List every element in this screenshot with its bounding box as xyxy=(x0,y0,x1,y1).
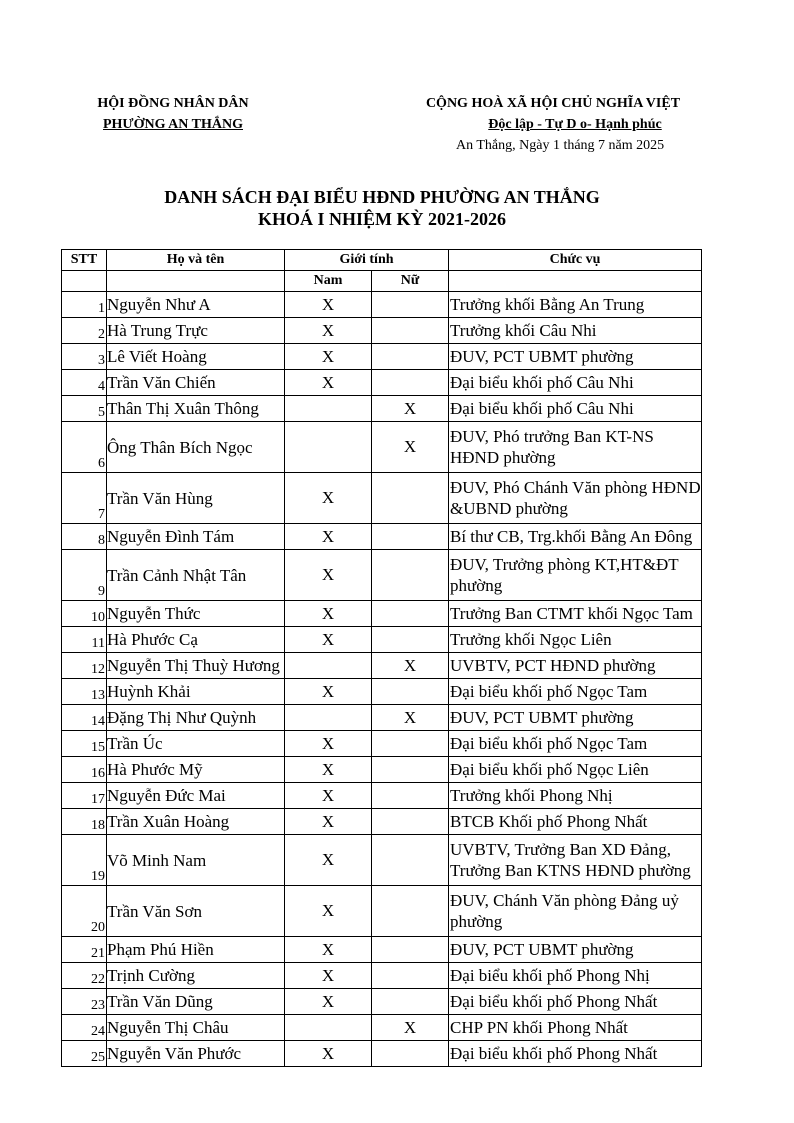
row-position xyxy=(449,627,702,653)
row-female-mark xyxy=(372,757,449,783)
row-position-text: Đại biểu khối phố Ngọc Liên xyxy=(450,760,649,779)
row-male-mark xyxy=(285,809,372,835)
row-stt xyxy=(62,344,107,370)
row-position xyxy=(449,679,702,705)
row-stt xyxy=(62,835,107,886)
row-male-mark xyxy=(285,937,372,963)
row-male-mark xyxy=(285,627,372,653)
row-position-text: ĐUV, Phó trưởng Ban KT-NS HĐND phường xyxy=(450,427,654,467)
row-name xyxy=(107,809,285,835)
row-stt xyxy=(62,653,107,679)
header-name: Họ và tên xyxy=(107,250,285,271)
row-male-mark xyxy=(285,550,372,601)
row-male-mark-text: X xyxy=(321,901,335,920)
row-position xyxy=(449,653,702,679)
row-position-text: Đại biểu khối phố Câu Nhi xyxy=(450,399,634,418)
row-position-text: ĐUV, PCT UBMT phường xyxy=(450,347,634,366)
table-row xyxy=(62,627,702,653)
row-male-mark xyxy=(285,783,372,809)
row-name-text: Nguyễn Đình Tám xyxy=(107,527,235,546)
document-title: DANH SÁCH ĐẠI BIỂU HĐND PHƯỜNG AN THẮNG xyxy=(164,187,600,207)
row-position xyxy=(449,989,702,1015)
table-row xyxy=(62,292,702,318)
row-position-text: UVBTV, Trưởng Ban XD Đảng, Trưởng Ban KTNS HĐND phường xyxy=(450,840,691,880)
row-stt xyxy=(62,783,107,809)
row-male-mark xyxy=(285,1015,372,1041)
row-stt-text: 25 xyxy=(91,1050,105,1065)
row-name-text: Lê Viết Hoàng xyxy=(107,347,207,366)
row-name xyxy=(107,473,285,524)
row-name-text: Trần Cảnh Nhật Tân xyxy=(107,565,247,585)
row-stt xyxy=(62,422,107,473)
row-name xyxy=(107,627,285,653)
row-male-mark-text: X xyxy=(321,629,335,649)
row-position-text: Trưởng khối Bằng An Trung xyxy=(450,295,645,314)
row-name xyxy=(107,318,285,344)
table-subheader-row xyxy=(62,271,702,292)
row-position-text: ĐUV, Trưởng phòng KT,HT&ĐT phường xyxy=(450,555,679,595)
row-name xyxy=(107,653,285,679)
nation-name: CỘNG HOÀ XÃ HỘI CHỦ NGHĨA VIỆT xyxy=(425,96,681,111)
row-position-text: Trưởng Ban CTMT khối Ngọc Tam xyxy=(450,604,693,623)
org-ward: PHƯỜNG AN THẮNG xyxy=(102,117,243,132)
row-stt xyxy=(62,1041,107,1067)
row-male-mark-text: X xyxy=(321,488,335,507)
row-female-mark xyxy=(372,524,449,550)
row-position xyxy=(449,370,702,396)
nation-motto: Độc lập - Tự D o- Hạnh phúc xyxy=(488,117,662,132)
row-position-text: Trưởng khối Ngọc Liên xyxy=(450,630,612,649)
row-position-text: Đại biểu khối phố Phong Nhất xyxy=(450,992,658,1011)
row-name-text: Trần Úc xyxy=(107,734,163,753)
table-row xyxy=(62,370,702,396)
row-name-text: Nguyễn Như A xyxy=(107,295,211,314)
document-subtitle: KHOÁ I NHIỆM KỲ 2021-2026 xyxy=(257,209,506,229)
row-position xyxy=(449,783,702,809)
row-name xyxy=(107,679,285,705)
row-position-text: Trưởng khối Phong Nhị xyxy=(450,786,613,805)
row-male-mark-text: X xyxy=(321,294,335,314)
row-male-mark xyxy=(285,524,372,550)
row-position-text: ĐUV, PCT UBMT phường xyxy=(450,940,634,959)
row-position-text: Đại biểu khối phố Phong Nhị xyxy=(450,966,650,985)
row-male-mark xyxy=(285,292,372,318)
row-stt xyxy=(62,886,107,937)
row-male-mark-text: X xyxy=(321,681,335,701)
row-position-text: Đại biểu khối phố Ngọc Tam xyxy=(450,682,648,701)
table-row xyxy=(62,679,702,705)
row-name-text: Ông Thân Bích Ngọc xyxy=(107,437,253,457)
row-position xyxy=(449,318,702,344)
header-blank xyxy=(62,271,107,292)
row-male-mark-text: X xyxy=(321,526,335,546)
row-name xyxy=(107,1015,285,1041)
row-female-mark xyxy=(372,705,449,731)
row-female-mark xyxy=(372,473,449,524)
row-stt xyxy=(62,989,107,1015)
row-name-text: Đặng Thị Như Quỳnh xyxy=(107,708,257,727)
table-row xyxy=(62,344,702,370)
row-female-mark-text: X xyxy=(403,398,417,418)
delegate-table xyxy=(61,249,702,1067)
row-male-mark xyxy=(285,679,372,705)
row-male-mark xyxy=(285,705,372,731)
row-male-mark xyxy=(285,653,372,679)
row-position xyxy=(449,473,702,524)
row-stt-text: 23 xyxy=(91,998,105,1013)
row-name-text: Hà Phước Mỹ xyxy=(107,760,203,779)
row-stt xyxy=(62,679,107,705)
row-name xyxy=(107,422,285,473)
row-female-mark xyxy=(372,783,449,809)
row-name xyxy=(107,1041,285,1067)
row-male-mark xyxy=(285,422,372,473)
row-male-mark xyxy=(285,318,372,344)
row-position xyxy=(449,292,702,318)
table-row xyxy=(62,963,702,989)
row-female-mark-text: X xyxy=(403,1017,417,1037)
row-female-mark-text: X xyxy=(403,437,417,456)
row-name xyxy=(107,370,285,396)
row-female-mark xyxy=(372,550,449,601)
row-name xyxy=(107,989,285,1015)
row-male-mark xyxy=(285,396,372,422)
row-stt xyxy=(62,731,107,757)
row-male-mark-text: X xyxy=(321,759,335,779)
row-male-mark-text: X xyxy=(321,372,335,392)
row-stt-text: 4 xyxy=(98,379,105,394)
row-stt-text: 17 xyxy=(91,792,105,807)
row-female-mark xyxy=(372,937,449,963)
table-row xyxy=(62,783,702,809)
row-position xyxy=(449,396,702,422)
header-blank xyxy=(107,271,285,292)
row-stt xyxy=(62,550,107,601)
table-row xyxy=(62,550,702,601)
row-name xyxy=(107,783,285,809)
row-name-text: Võ Minh Nam xyxy=(107,850,207,870)
row-female-mark xyxy=(372,653,449,679)
row-male-mark-text: X xyxy=(321,1043,335,1063)
row-name-text: Huỳnh Khải xyxy=(107,682,191,701)
table-row xyxy=(62,886,702,937)
row-male-mark-text: X xyxy=(321,991,335,1011)
row-stt-text: 22 xyxy=(91,972,105,987)
table-row xyxy=(62,318,702,344)
row-name xyxy=(107,705,285,731)
table-row xyxy=(62,705,702,731)
row-male-mark xyxy=(285,473,372,524)
header-male: Nam xyxy=(285,271,372,292)
row-position xyxy=(449,524,702,550)
row-position xyxy=(449,1015,702,1041)
row-name xyxy=(107,757,285,783)
row-name-text: Nguyễn Văn Phước xyxy=(107,1044,242,1063)
table-row xyxy=(62,989,702,1015)
row-stt xyxy=(62,473,107,524)
row-name-text: Hà Trung Trực xyxy=(107,321,208,340)
row-name-text: Trần Văn Chiến xyxy=(107,373,216,392)
row-stt xyxy=(62,937,107,963)
header-female: Nữ xyxy=(372,271,449,292)
row-name xyxy=(107,835,285,886)
table-row xyxy=(62,937,702,963)
row-name-text: Trần Văn Dũng xyxy=(107,992,213,1011)
row-male-mark xyxy=(285,1041,372,1067)
row-position xyxy=(449,963,702,989)
row-male-mark-text: X xyxy=(321,939,335,959)
row-stt xyxy=(62,963,107,989)
row-female-mark xyxy=(372,989,449,1015)
row-male-mark-text: X xyxy=(321,811,335,831)
row-stt-text: 14 xyxy=(91,714,105,729)
row-female-mark-text: X xyxy=(403,655,417,675)
row-stt-text: 15 xyxy=(91,740,105,755)
row-female-mark xyxy=(372,1015,449,1041)
row-female-mark xyxy=(372,963,449,989)
row-name xyxy=(107,963,285,989)
table-row xyxy=(62,1015,702,1041)
row-name-text: Nguyễn Thức xyxy=(107,604,201,623)
row-male-mark-text: X xyxy=(321,320,335,340)
row-position-text: CHP PN khối Phong Nhất xyxy=(450,1018,628,1037)
row-male-mark-text: X xyxy=(321,346,335,366)
row-position xyxy=(449,422,702,473)
row-female-mark xyxy=(372,344,449,370)
row-female-mark xyxy=(372,601,449,627)
row-female-mark xyxy=(372,370,449,396)
row-stt-text: 18 xyxy=(91,818,105,833)
table-row xyxy=(62,1041,702,1067)
row-female-mark xyxy=(372,886,449,937)
row-stt-text: 5 xyxy=(98,405,105,420)
row-male-mark xyxy=(285,989,372,1015)
row-position-text: Đại biểu khối phố Ngọc Tam xyxy=(450,734,648,753)
row-position-text: Đại biểu khối phố Phong Nhất xyxy=(450,1044,658,1063)
row-male-mark xyxy=(285,963,372,989)
row-name-text: Trần Xuân Hoàng xyxy=(107,812,230,831)
row-stt-text: 16 xyxy=(91,766,105,781)
row-name-text: Nguyễn Đức Mai xyxy=(107,786,226,805)
row-male-mark-text: X xyxy=(321,965,335,985)
row-male-mark xyxy=(285,601,372,627)
row-male-mark-text: X xyxy=(321,733,335,753)
row-male-mark xyxy=(285,886,372,937)
row-stt-text: 20 xyxy=(91,920,105,935)
row-position-text: Đại biểu khối phố Câu Nhi xyxy=(450,373,634,392)
row-stt-text: 10 xyxy=(91,610,105,625)
row-position xyxy=(449,886,702,937)
table-row xyxy=(62,809,702,835)
row-name xyxy=(107,731,285,757)
row-stt-text: 12 xyxy=(91,662,105,677)
row-stt-text: 9 xyxy=(98,584,105,599)
row-stt xyxy=(62,809,107,835)
row-name-text: Phạm Phú Hiền xyxy=(107,940,214,959)
row-name xyxy=(107,292,285,318)
row-name xyxy=(107,344,285,370)
row-name-text: Nguyễn Thị Châu xyxy=(107,1018,229,1037)
row-stt-text: 7 xyxy=(98,507,105,522)
row-name-text: Trịnh Cường xyxy=(107,966,195,985)
row-stt-text: 24 xyxy=(91,1024,105,1039)
row-stt xyxy=(62,370,107,396)
table-row xyxy=(62,601,702,627)
row-female-mark-text: X xyxy=(403,707,417,727)
table-row xyxy=(62,757,702,783)
table-row xyxy=(62,396,702,422)
row-position-text: UVBTV, PCT HĐND phường xyxy=(450,656,656,675)
row-male-mark xyxy=(285,731,372,757)
row-name-text: Trần Văn Hùng xyxy=(107,488,213,508)
table-row xyxy=(62,473,702,524)
row-name-text: Hà Phước Cạ xyxy=(107,630,198,649)
row-name xyxy=(107,550,285,601)
row-stt xyxy=(62,705,107,731)
row-position-text: ĐUV, PCT UBMT phường xyxy=(450,708,634,727)
row-name-text: Nguyễn Thị Thuỳ Hương xyxy=(107,656,280,675)
row-stt-text: 3 xyxy=(98,353,105,368)
row-female-mark xyxy=(372,396,449,422)
row-stt xyxy=(62,627,107,653)
row-name xyxy=(107,937,285,963)
row-stt xyxy=(62,292,107,318)
row-stt xyxy=(62,524,107,550)
row-female-mark xyxy=(372,292,449,318)
row-female-mark xyxy=(372,835,449,886)
row-position xyxy=(449,937,702,963)
row-stt-text: 2 xyxy=(98,327,105,342)
row-male-mark xyxy=(285,757,372,783)
table-row xyxy=(62,653,702,679)
document-date: An Thắng, Ngày 1 tháng 7 năm 2025 xyxy=(456,138,665,153)
table-header-row xyxy=(62,250,702,271)
header-position: Chức vụ xyxy=(449,250,702,271)
row-stt xyxy=(62,1015,107,1041)
row-male-mark-text: X xyxy=(321,850,335,869)
row-male-mark xyxy=(285,370,372,396)
row-male-mark-text: X xyxy=(321,565,335,584)
row-position-text: Bí thư CB, Trg.khối Bằng An Đông xyxy=(450,527,693,546)
row-position-text: BTCB Khối phố Phong Nhất xyxy=(450,812,648,831)
row-male-mark xyxy=(285,344,372,370)
row-position xyxy=(449,731,702,757)
row-stt xyxy=(62,396,107,422)
row-name-text: Thân Thị Xuân Thông xyxy=(107,399,259,418)
row-position-text: ĐUV, Chánh Văn phòng Đảng uỷ phường xyxy=(450,891,679,931)
row-position xyxy=(449,809,702,835)
row-name xyxy=(107,524,285,550)
row-position xyxy=(449,757,702,783)
row-name xyxy=(107,886,285,937)
row-position xyxy=(449,601,702,627)
table-row xyxy=(62,524,702,550)
row-position-text: ĐUV, Phó Chánh Văn phòng HĐND &UBND phường xyxy=(450,478,701,518)
table-row xyxy=(62,835,702,886)
row-name xyxy=(107,601,285,627)
row-stt-text: 11 xyxy=(91,636,105,651)
table-row xyxy=(62,731,702,757)
row-position xyxy=(449,1041,702,1067)
row-stt-text: 19 xyxy=(91,869,105,884)
org-name: HỘI ĐỒNG NHÂN DÂN xyxy=(97,96,249,111)
row-male-mark-text: X xyxy=(321,603,335,623)
row-female-mark xyxy=(372,422,449,473)
row-stt xyxy=(62,757,107,783)
row-position-text: Trưởng khối Câu Nhi xyxy=(450,321,597,340)
row-stt-text: 13 xyxy=(91,688,105,703)
row-female-mark xyxy=(372,627,449,653)
table-row xyxy=(62,422,702,473)
row-position xyxy=(449,705,702,731)
header-gender: Giới tính xyxy=(285,250,449,271)
row-male-mark xyxy=(285,835,372,886)
row-female-mark xyxy=(372,1041,449,1067)
row-female-mark xyxy=(372,731,449,757)
row-position xyxy=(449,344,702,370)
row-stt-text: 21 xyxy=(91,946,105,961)
row-name xyxy=(107,396,285,422)
row-female-mark xyxy=(372,679,449,705)
row-stt xyxy=(62,318,107,344)
row-stt-text: 6 xyxy=(98,456,105,471)
header-blank xyxy=(449,271,702,292)
row-female-mark xyxy=(372,809,449,835)
row-name-text: Trần Văn Sơn xyxy=(107,901,202,921)
header-stt: STT xyxy=(62,250,107,271)
row-stt xyxy=(62,601,107,627)
row-male-mark-text: X xyxy=(321,785,335,805)
row-female-mark xyxy=(372,318,449,344)
row-position xyxy=(449,550,702,601)
row-stt-text: 1 xyxy=(98,301,105,316)
row-position xyxy=(449,835,702,886)
row-stt-text: 8 xyxy=(98,533,105,548)
